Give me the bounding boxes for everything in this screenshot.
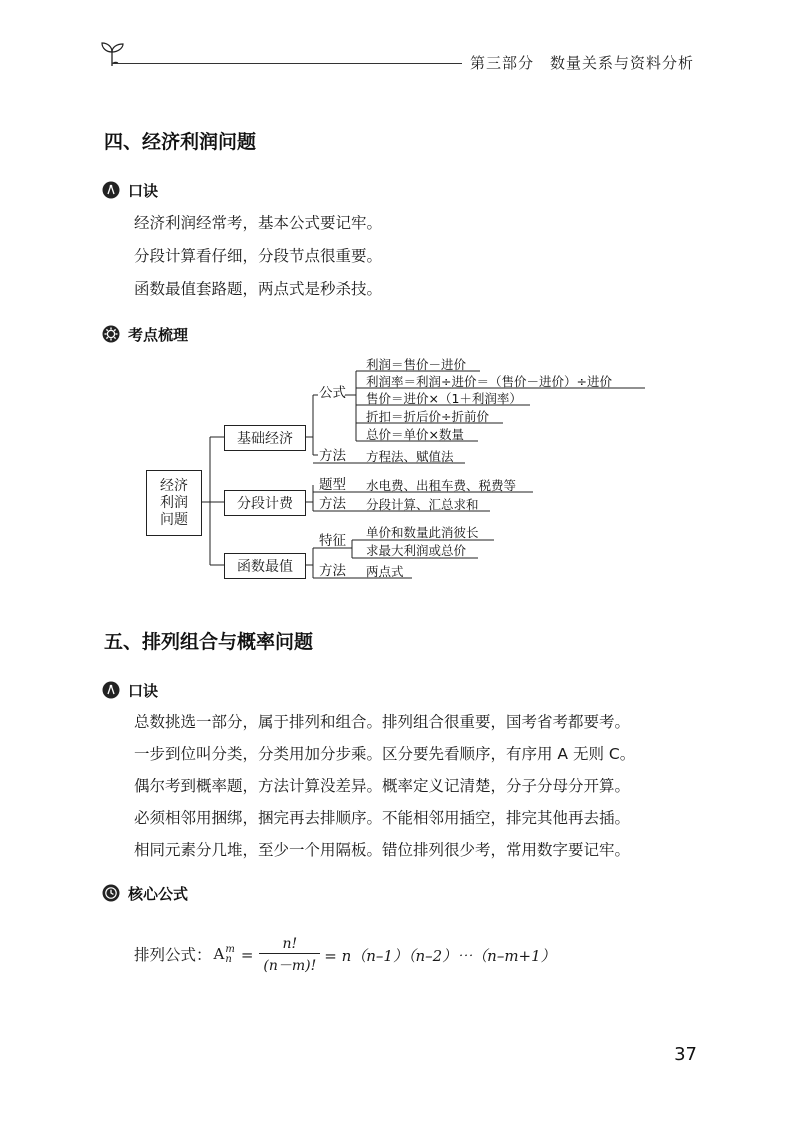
mindmap-root-line-2: 利润 (160, 494, 188, 511)
mnemonic-line-4: 必须相邻用捆绑，捆完再去排顺序。不能相邻用插空，排完其他再去插。 (134, 809, 631, 827)
mindmap-item-method: 方法 (319, 496, 346, 512)
formula-label: 排列公式： (134, 946, 212, 964)
core-formula-heading: 核心公式 (128, 885, 189, 903)
mnemonic-line-3: 偶尔考到概率题，方法计算没差异。概率定义记清楚，分子分母分开算。 (134, 777, 631, 795)
mindmap-root (146, 470, 202, 536)
mindmap-root-line-3: 问题 (160, 511, 188, 528)
mindmap-leaf: 分段计算、汇总求和 (366, 497, 479, 512)
formula-symbol-a: A (213, 945, 225, 963)
formula-equals: = (240, 946, 254, 964)
mnemonic-line-3: 函数最值套路题，两点式是秒杀技。 (134, 280, 383, 298)
mindmap-item-question-type: 题型 (319, 477, 346, 493)
mindmap-item-formula: 公式 (319, 385, 346, 401)
mnemonic-heading: 口诀 (128, 182, 159, 200)
page-number: 37 (674, 1044, 697, 1065)
section-5-title: 五、排列组合与概率问题 (104, 631, 314, 653)
mindmap-item-feature: 特征 (319, 533, 346, 549)
formula-numerator: n! (282, 935, 298, 952)
mindmap-branch-tiered-billing: 分段计费 (224, 490, 306, 516)
formula-fraction (259, 936, 320, 975)
formula-denominator: (n－m)! (263, 957, 317, 974)
mindmap-leaf: 总价＝单价×数量 (366, 427, 464, 442)
mnemonic-line-5: 相同元素分几堆，至少一个用隔板。错位排列很少考，常用数字要记牢。 (134, 841, 631, 859)
mindmap-item-method: 方法 (319, 448, 346, 464)
clock-icon (102, 884, 120, 902)
mindmap-leaf: 两点式 (366, 564, 404, 579)
running-header: 第三部分 数量关系与资料分析 (470, 54, 695, 72)
mindmap-item-method: 方法 (319, 563, 346, 579)
mnemonic-line-1: 总数挑选一部分，属于排列和组合。排列组合很重要，国考省考都要考。 (134, 713, 631, 731)
mindmap-leaf: 求最大利润或总价 (366, 543, 467, 558)
mindmap-branch-function-extreme: 函数最值 (224, 553, 306, 579)
mindmap-leaf: 利润＝售价－进价 (366, 357, 467, 372)
mindmap-leaf: 售价＝进价×（1＋利润率） (366, 391, 522, 406)
mindmap-leaf: 水电费、出租车费、税费等 (366, 478, 517, 493)
section-4-title: 四、经济利润问题 (104, 131, 257, 153)
review-heading: 考点梳理 (128, 326, 189, 344)
mindmap-root-line-1: 经济 (160, 477, 188, 494)
mindmap-leaf: 利润率＝利润÷进价＝（售价－进价）÷进价 (366, 374, 612, 389)
permutation-formula (134, 932, 556, 978)
formula-sup: m (225, 944, 235, 955)
mnemonic-line-1: 经济利润经常考，基本公式要记牢。 (134, 214, 383, 232)
compass-icon (102, 681, 120, 699)
mindmap-branch-basic-economy: 基础经济 (224, 425, 306, 451)
mnemonic-line-2: 分段计算看仔细，分段节点很重要。 (134, 247, 383, 265)
formula-sub: n (225, 954, 232, 965)
mnemonic-line-2: 一步到位叫分类，分类用加分步乘。区分要先看顺序，有序用 A 无则 C。 (134, 745, 636, 763)
formula-symbol (214, 945, 235, 965)
mindmap-leaf: 方程法、赋值法 (366, 449, 454, 464)
mindmap-leaf: 折扣＝折后价÷折前价 (366, 409, 489, 424)
mindmap-leaf: 单价和数量此消彼长 (366, 525, 479, 540)
mnemonic-heading: 口诀 (128, 682, 159, 700)
formula-rhs: = n（n–1）（n–2）⋯（n–m+1） (324, 946, 556, 965)
